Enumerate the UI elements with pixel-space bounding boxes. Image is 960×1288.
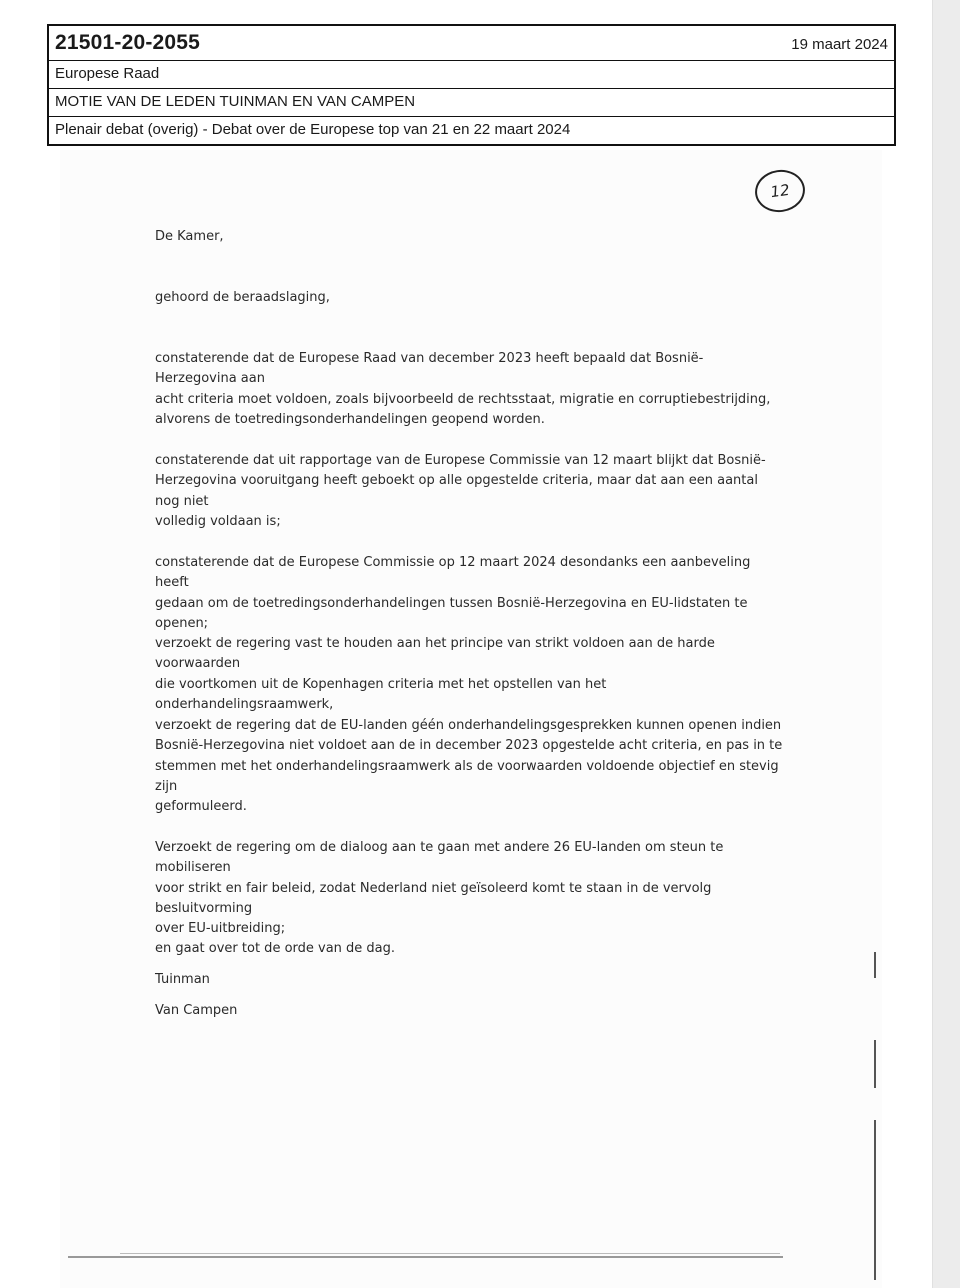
scan-edge-mark-2 (874, 1040, 876, 1088)
paragraph-considering-3: constaterende dat de Europese Commissie op 12 maart 2024 desondanks een aanbeveling heeft gedaan om de toetredingsonderhandelingen tussen Bosnië-Herzegovina en EU-lidstaten te openen; (155, 555, 751, 631)
header-table (47, 24, 896, 146)
paragraph-considering-2: constaterende dat uit rapportage van de Europese Commissie van 12 maart blijkt dat Bosnië- Herzegovina vooruitgang heeft geboekt op alle opgestelde criteria, maar dat aan een aantal nog niet volledig voldaan is; (155, 453, 766, 529)
motion-title: MOTIE VAN DE LEDEN TUINMAN EN VAN CAMPEN (55, 93, 416, 110)
stamp-number: 12 (769, 180, 791, 202)
closing-line: en gaat over tot de orde van de dag. (155, 941, 396, 956)
header-row-debate (49, 116, 894, 144)
paragraph-request-1: verzoekt de regering vast te houden aan het principe van strikt voldoen aan de harde voorwaarden die voortkomen uit de Kopenhagen criteria met het opstellen van het onderhandelingsraamwerk, (155, 636, 715, 712)
paragraph-request-3: Verzoekt de regering om de dialoog aan te gaan met andere 26 EU-landen om steun te mobiliseren voor strikt en fair beleid, zodat Nederland niet geïsoleerd komt te staan in de vervolg besluitvorming over EU-uitbreiding; (155, 840, 724, 937)
document-number: 21501-20-2055 (55, 31, 201, 54)
signatory-1: Tuinman (155, 972, 210, 987)
paragraph-considering-1: constaterende dat de Europese Raad van december 2023 heeft bepaald dat Bosnië-Herzegovina aan acht criteria moet voldoen, zoals bijvoorbeeld de rechtsstaat, migratie en corruptiebestrijding, alvorens de toetredingsonderhandelingen geopend worden. (155, 351, 771, 427)
scan-edge-mark-1 (874, 952, 876, 978)
page-edge (932, 0, 960, 1288)
salutation: De Kamer, (155, 229, 224, 244)
header-row-committee (49, 60, 894, 88)
scan-bottom-line-faint (120, 1253, 780, 1254)
heard-line: gehoord de beraadslaging, (155, 290, 330, 305)
scan-edge-mark-3 (874, 1120, 876, 1280)
committee-name: Europese Raad (55, 65, 160, 82)
signatory-2: Van Campen (155, 1003, 238, 1018)
scan-bottom-line (68, 1256, 783, 1258)
document-date: 19 maart 2024 (791, 36, 888, 53)
debate-title: Plenair debat (overig) - Debat over de Europese top van 21 en 22 maart 2024 (55, 121, 571, 138)
header-row-motion (49, 88, 894, 116)
header-row-number (49, 26, 894, 60)
paragraph-request-2: verzoekt de regering dat de EU-landen géén onderhandelingsgesprekken kunnen openen indien Bosnië-Herzegovina niet voldoet aan de in december 2023 opgestelde acht criteria, en pas in te stemmen met het onderhandelingsraamwerk als de voorwaarden voldoende objectief en stevig zijn geformuleerd. (155, 718, 783, 815)
